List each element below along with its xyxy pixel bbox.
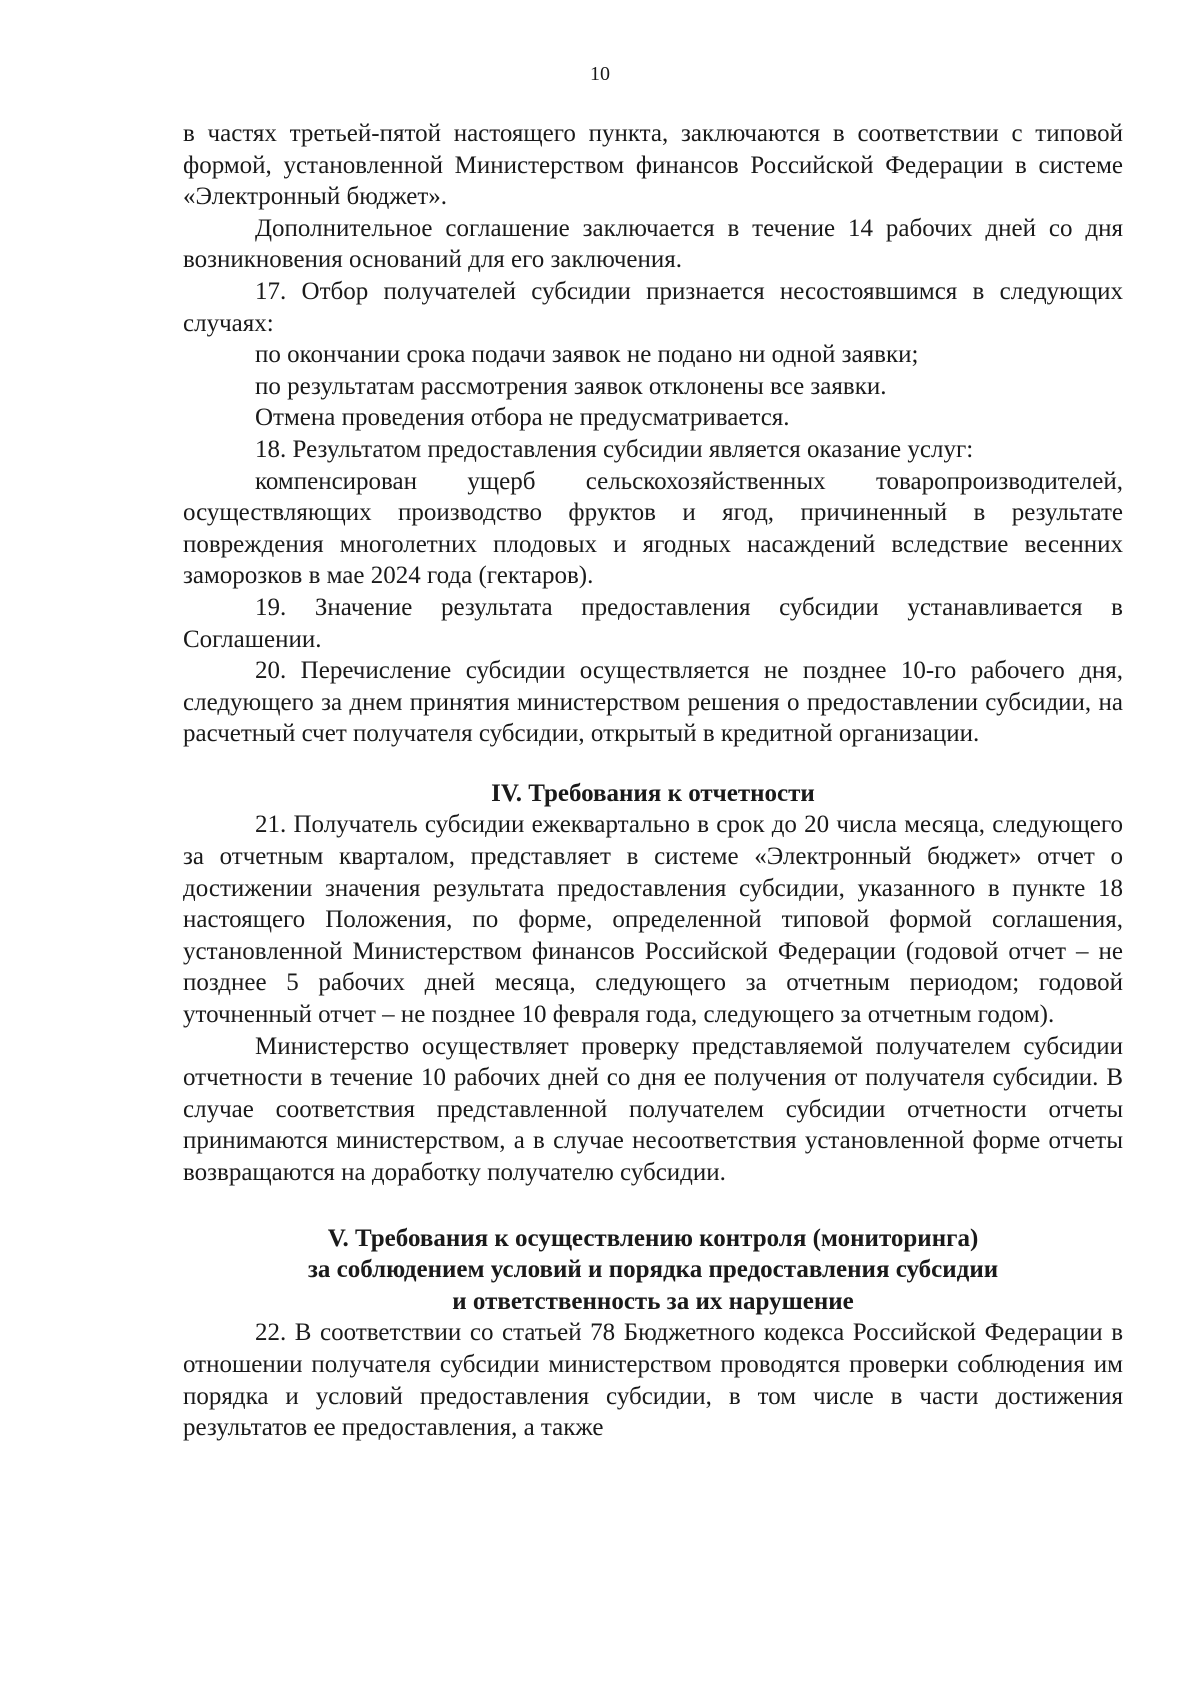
paragraph: Дополнительное соглашение заключается в течение 14 рабочих дней со дня возникновения оснований для его заключения.: [183, 214, 1123, 274]
section-heading-v: [183, 1223, 1123, 1318]
paragraph: по окончании срока подачи заявок не подано ни одной заявки;: [255, 341, 919, 369]
paragraph: в частях третьей-пятой настоящего пункта, заключаются в соответствии с типовой формой, установленной Министерством финансов Российской Федерации в системе «Электронный бюджет».: [183, 120, 1123, 211]
document-body: [183, 118, 1123, 1444]
paragraph-item-19: 19. Значение результата предоставления субсидии устанавливается в Соглашении.: [183, 593, 1123, 653]
paragraph: Министерство осуществляет проверку представляемой получателем субсидии отчетности в течение 10 рабочих дней со дня ее получения от получателя субсидии. В случае соответствия представленной получателем субсидии отчетности отчеты принимаются министерством, а в случае несоответствия установленной форме отчеты возвращаются на доработку получателю субсидии.: [183, 1032, 1123, 1186]
paragraph-item-21: 21. Получатель субсидии ежеквартально в срок до 20 числа месяца, следующего за отчетным кварталом, представляет в системе «Электронный бюджет» отчет о достижении значения результата предоставления субсидии, указанного в пункте 18 настоящего Положения, по форме, определенной типовой формой соглашения, установленной Министерством финансов Российской Федерации (годовой отчет – не позднее 5 рабочих дней месяца, следующего за отчетным периодом; годовой уточненный отчет – не позднее 10 февраля года, следующего за отчетным годом).: [183, 811, 1123, 1029]
section-heading-v-line: и ответственность за их нарушение: [452, 1287, 854, 1315]
paragraph-item-22: 22. В соответствии со статьей 78 Бюджетного кодекса Российской Федерации в отношении получателя субсидии министерством проводятся проверки соблюдения им порядка и условий предоставления субсидии, в том числе в части достижения результатов ее предоставления, а также: [183, 1319, 1123, 1442]
section-heading-v-line: за соблюдением условий и порядка предоставления субсидии: [307, 1256, 999, 1284]
section-heading-iv: IV. Требования к отчетности: [491, 779, 815, 807]
page-number: 10: [590, 63, 610, 85]
paragraph-item-18: 18. Результатом предоставления субсидии является оказание услуг:: [255, 435, 974, 463]
paragraph: компенсирован ущерб сельскохозяйственных товаропроизводителей, осуществляющих производство фруктов и ягод, причиненный в результате повреждения многолетних плодовых и ягодных насаждений вследствие весенних заморозков в мае 2024 года (гектаров).: [183, 467, 1123, 590]
paragraph: Отмена проведения отбора не предусматривается.: [255, 404, 790, 432]
paragraph-item-17: 17. Отбор получателей субсидии признается несостоявшимся в следующих случаях:: [183, 277, 1123, 337]
paragraph-item-20: 20. Перечисление субсидии осуществляется не позднее 10-го рабочего дня, следующего за днем принятия министерством решения о предоставлении субсидии, на расчетный счет получателя субсидии, открытый в кредитной организации.: [183, 657, 1123, 748]
section-heading-v-line: V. Требования к осуществлению контроля (мониторинга): [327, 1224, 979, 1252]
paragraph: по результатам рассмотрения заявок отклонены все заявки.: [255, 372, 887, 400]
